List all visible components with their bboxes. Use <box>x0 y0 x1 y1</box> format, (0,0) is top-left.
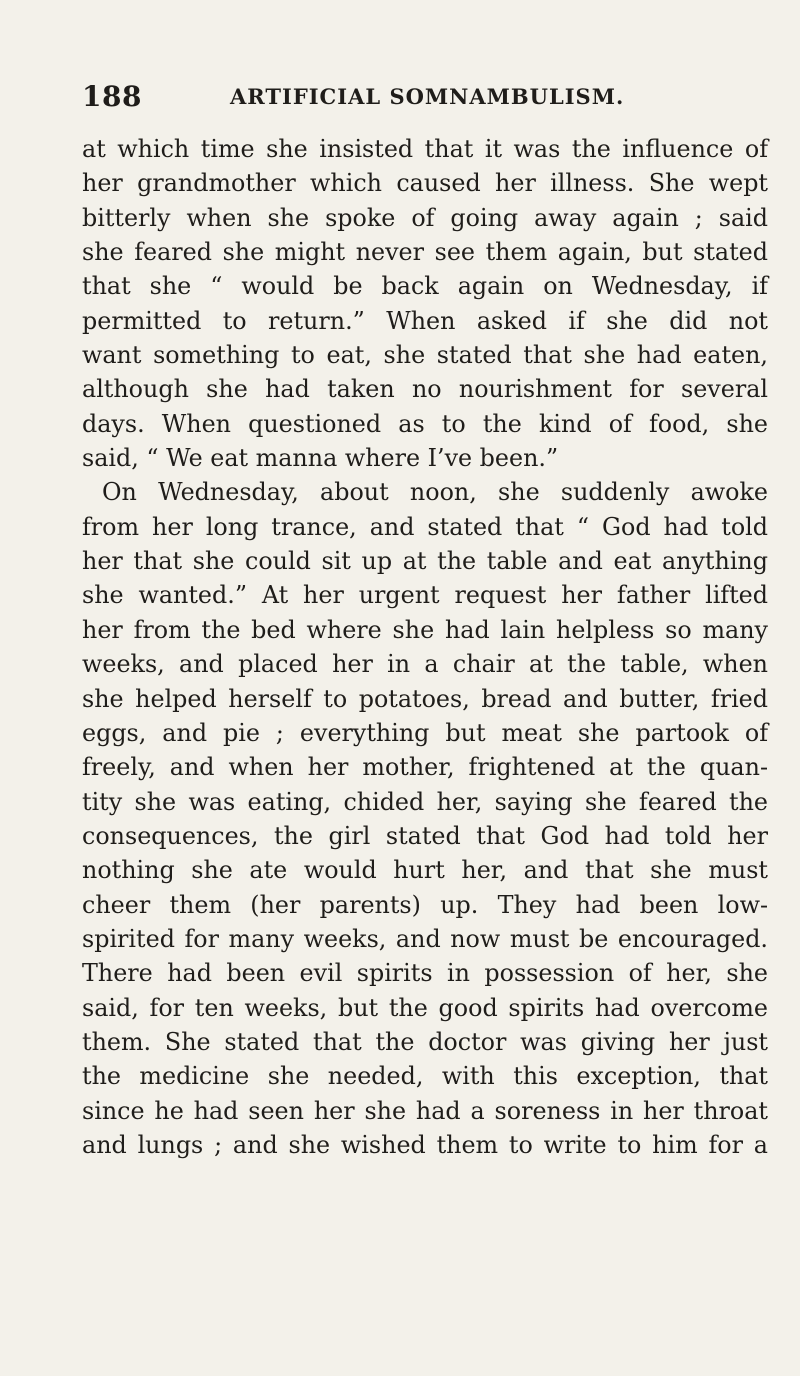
text-line: that she “ would be back again on Wednesday, if <box>82 272 768 301</box>
text-line: nothing she ate would hurt her, and that she must <box>82 856 768 885</box>
text-line: weeks, and placed her in a chair at the table, when <box>82 650 768 679</box>
text-line: her grandmother which caused her illness. She wept <box>82 169 768 198</box>
text-line: them. She stated that the doctor was giving her just <box>82 1027 768 1056</box>
text-line: There had been evil spirits in possession of her, she <box>82 959 768 988</box>
body-text <box>82 132 768 1162</box>
text-line: freely, and when her mother, frightened at the quan- <box>82 753 768 782</box>
text-line: she helped herself to potatoes, bread and butter, fried <box>82 684 768 713</box>
text-line: eggs, and pie ; everything but meat she partook of <box>82 718 768 747</box>
text-line: On Wednesday, about noon, she suddenly awoke <box>102 478 768 507</box>
text-line: days. When questioned as to the kind of food, she <box>82 409 768 438</box>
text-line: cheer them (her parents) up. They had been low- <box>82 890 768 919</box>
text-line: said, for ten weeks, but the good spirits had overcome <box>82 993 768 1022</box>
text-line: since he had seen her she had a soreness in her throat <box>82 1096 768 1125</box>
text-line: she wanted.” At her urgent request her father lifted <box>82 581 768 610</box>
text-line: bitterly when she spoke of going away again ; said <box>82 203 768 232</box>
text-line: from her long trance, and stated that “ God had told <box>82 512 768 541</box>
text-line: tity she was eating, chided her, saying she feared the <box>82 787 768 816</box>
text-line: her from the bed where she had lain helpless so many <box>82 615 768 644</box>
text-line: permitted to return.” When asked if she did not <box>82 306 768 335</box>
text-line: consequences, the girl stated that God had told her <box>82 821 768 850</box>
text-line: the medicine she needed, with this exception, that <box>82 1062 768 1091</box>
text-line: she feared she might never see them again, but stated <box>82 238 768 267</box>
text-line: her that she could sit up at the table and eat anything <box>82 547 768 576</box>
text-line: at which time she insisted that it was the influence of <box>82 135 768 163</box>
text-line: spirited for many weeks, and now must be encouraged. <box>82 924 768 953</box>
page-number: 188 <box>82 80 142 113</box>
text-line: want something to eat, she stated that she had eaten, <box>82 341 768 370</box>
text-line: although she had taken no nourishment for several <box>82 375 768 404</box>
running-title: ARTIFICIAL SOMNAMBULISM. <box>230 84 625 109</box>
running-head <box>82 80 722 120</box>
text-line: and lungs ; and she wished them to write to him for a <box>82 1130 768 1159</box>
text-line: said, “ We eat manna where I’ve been.” <box>82 444 559 473</box>
